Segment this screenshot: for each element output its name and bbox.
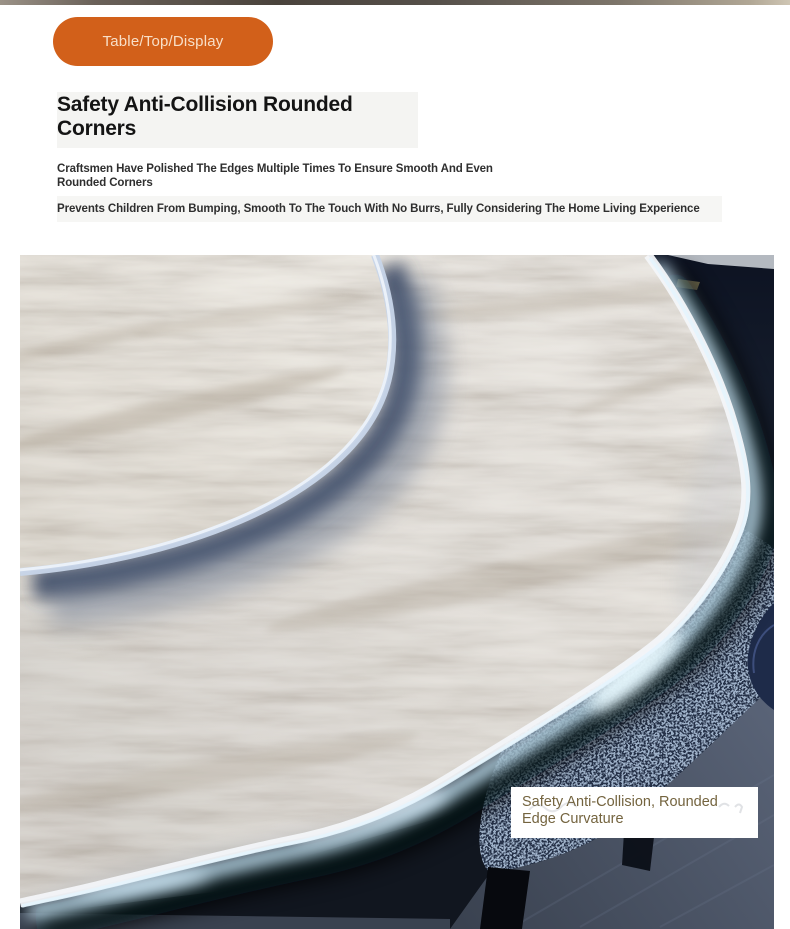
caption-line2: Edge Curvature [522, 811, 624, 827]
photo-caption [511, 787, 758, 838]
page-title: Safety Anti-Collision Rounded Corners [57, 93, 353, 140]
chair-leg [480, 867, 530, 929]
section-tag-badge[interactable] [53, 17, 273, 66]
product-photo [20, 255, 774, 929]
top-photo-edge-strip [0, 0, 790, 5]
description-primary: Craftsmen Have Polished The Edges Multiple Times To Ensure Smooth And Even Rounded Corners [57, 163, 493, 189]
description-secondary: Prevents Children From Bumping, Smooth To The Touch With No Burrs, Fully Considering The Home Living Experience [57, 203, 700, 215]
caption-line1: Safety Anti-Collision, Rounded [522, 794, 718, 810]
section-tag-label: Table/Top/Display [102, 33, 224, 50]
